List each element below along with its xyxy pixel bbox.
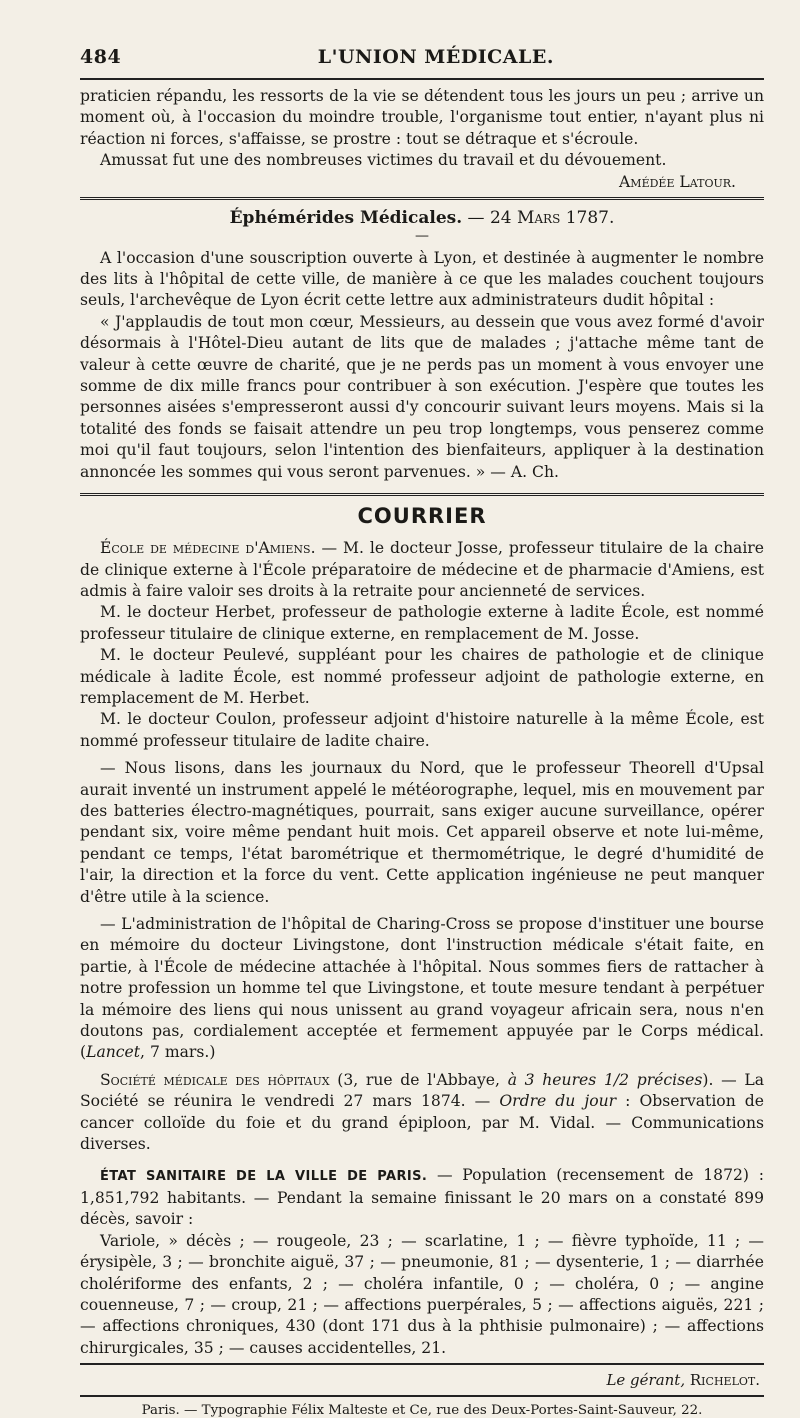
- ephemerides-intro: A l'occasion d'une souscription ouverte à Lyon, et destinée à augmenter le nombre des lits à l'hôpital de cette ville, de manière à ce que les malades couchent toujours seuls, l'archevêque de Lyon écrit cette lettre aux administrateurs dudit hôpital :: [80, 248, 764, 310]
- imprint-rule: [80, 1395, 764, 1397]
- section-rule: [80, 197, 764, 200]
- societe-address: (3, rue de l'Abbaye,: [329, 1070, 508, 1089]
- etat-details: Variole, » décès ; — rougeole, 23 ; — scarlatine, 1 ; — fièvre typhoïde, 11 ; — érysipèle, 3 ; — bronchite aiguë, 37 ; — pneumonie, 81 ; — dysenterie, 1 ; — diarrhée cholériforme des enfants, 2 ; — choléra infantile, 0 ; — choléra, 0 ; — angine couenneuse, 7 ; — croup, 21 ; — affections puerpérales, 5 ; — affections aiguës, 221 ; — affections chroniques, 430 (dont 171 dus à la phthisie pulmonaire) ; — affections chirurgicales, 35 ; — causes accidentelles, 21.: [80, 1231, 764, 1357]
- courrier-herbet: M. le docteur Herbet, professeur de pathologie externe à ladite École, est nommé professeur titulaire de clinique externe, en remplacement de M. Josse.: [80, 603, 764, 643]
- courrier-amiens: [80, 538, 764, 602]
- courrier-theorell: — Nous lisons, dans les journaux du Nord, que le professeur Theorell d'Upsal aurait inventé un instrument appelé le météorographe, lequel, mis en mouvement par des batteries électro-magnétiques, pourrait, sans exiger aucune surveillance, opérer pendant six, voire même pendant huit mois. Cet appareil observe et note lui-même, pendant ce temps, l'état barométrique et thermométrique, le degré d'humidité de l'air, la direction et la force du vent. Cette application ingénieuse ne peut manquer d'être utile à la science.: [80, 759, 764, 906]
- ephemerides-dash: —: [415, 227, 429, 244]
- ephemerides-date: — 24 Mars 1787.: [467, 207, 615, 228]
- ephemerides-letter: « J'applaudis de tout mon cœur, Messieurs, au dessein que vous avez formé d'avoir désormais à l'Hôtel-Dieu autant de lits que de malades ; j'attache même tant de valeur à cette œuvre de charité, que je ne perds pas un moment à vous envoyer une somme de dix mille francs pour contribuer à son exécution. J'espère que toutes les personnes aisées s'empresseront aussi d'y concourir suivant leurs moyens. Mais si la totalité des fonds se faisait attendre un peu trop longtemps, vous penserez comme moi qu'il faut toujours, selon l'intention des bienfaiteurs, appliquer à la destination annoncée les sommes qui vous seront parvenues. » — A. Ch.: [80, 312, 764, 481]
- latour-signature: Amédée Latour.: [619, 172, 736, 191]
- header-rule: [80, 78, 764, 80]
- livingstone-date: , 7 mars.): [140, 1043, 216, 1062]
- journal-title: L'UNION MÉDICALE.: [317, 46, 554, 68]
- societe-end: : Observation de cancer colloïde du foie et du grand épiploon, par M. Vidal. — Communications diverses.: [80, 1092, 765, 1154]
- etat-intro: — Population (recensement de 1872) : 1,851,792 habitants. — Pendant la semaine finissant le 20 mars on a constaté 899 décès, savoir :: [80, 1166, 764, 1229]
- running-head: [80, 40, 764, 74]
- societe-time: à 3 heures 1/2 précises: [507, 1070, 703, 1089]
- latour-closing: Amussat fut une des nombreuses victimes du travail et du dévouement.: [100, 151, 667, 170]
- livingstone-source: Lancet: [86, 1043, 141, 1062]
- page-number: 484: [80, 46, 122, 68]
- amiens-text: — M. le docteur Josse, professeur titulaire de la chaire de clinique externe à l'École préparatoire de médecine et de pharmacie d'Amiens, est admis à faire valoir ses droits à la retraite pour ancienneté de services.: [80, 539, 764, 600]
- etat-lead: ÉTAT SANITAIRE DE LA VILLE DE PARIS.: [100, 1169, 428, 1185]
- latour-paragraph-end: praticien répandu, les ressorts de la vie se détendent tous les jours un peu ; arrive un moment où, à l'occasion du moindre trouble, l'organisme tout entier, n'ayant plus ni réaction ni forces, s'affaisse, se prostre : tout se détraque et s'écroule.: [80, 87, 764, 148]
- courrier-peuleve: M. le docteur Peulevé, suppléant pour les chaires de pathologie et de clinique médicale à ladite École, est nommé professeur adjoint de pathologie externe, en remplacement de M. Herbet.: [80, 646, 764, 707]
- ephemerides-heading: [80, 208, 764, 228]
- ephemerides-title: Éphémérides Médicales.: [229, 207, 463, 228]
- courrier-rule: [80, 493, 764, 496]
- imprint-line: Paris. — Typographie Félix Malteste et Ce, rue des Deux-Portes-Saint-Sauveur, 22.: [141, 1403, 703, 1418]
- etat-sanitaire: [80, 1165, 764, 1230]
- livingstone-text: — L'administration de l'hôpital de Charing-Cross se propose d'instituer une bourse en mémoire du docteur Livingstone, dont l'instruction médicale s'était faite, en partie, à l'École de médecine attachée à l'hôpital. Nous sommes fiers de rattacher à notre profession un homme tel que Livingstone, et toute mesure tendant à perpétuer la mémoire des liens qui nous unissent au grand voyageur africain sera, nous n'en doutons pas, cordialement acceptée et fermement appuyée par le Corps médical. (: [80, 915, 764, 1062]
- gerant-name: Richelot.: [689, 1371, 760, 1390]
- societe-ordre: Ordre du jour: [499, 1092, 617, 1111]
- footer-rule: [80, 1363, 764, 1365]
- gerant-line: [80, 1371, 760, 1389]
- courrier-heading: COURRIER: [357, 504, 487, 529]
- amiens-lead: École de médecine d'Amiens.: [100, 539, 316, 558]
- societe-lead: Société médicale des hôpitaux: [100, 1070, 330, 1089]
- courrier-livingstone: [80, 914, 764, 1064]
- courrier-coulon: M. le docteur Coulon, professeur adjoint d'histoire naturelle à la même École, est nommé professeur titulaire de ladite chaire.: [80, 710, 764, 750]
- societe-mid: ). — La Société se réunira le vendredi 27 mars 1874. —: [80, 1070, 765, 1111]
- courrier-societe: [80, 1070, 764, 1156]
- gerant-label: Le gérant,: [606, 1371, 686, 1390]
